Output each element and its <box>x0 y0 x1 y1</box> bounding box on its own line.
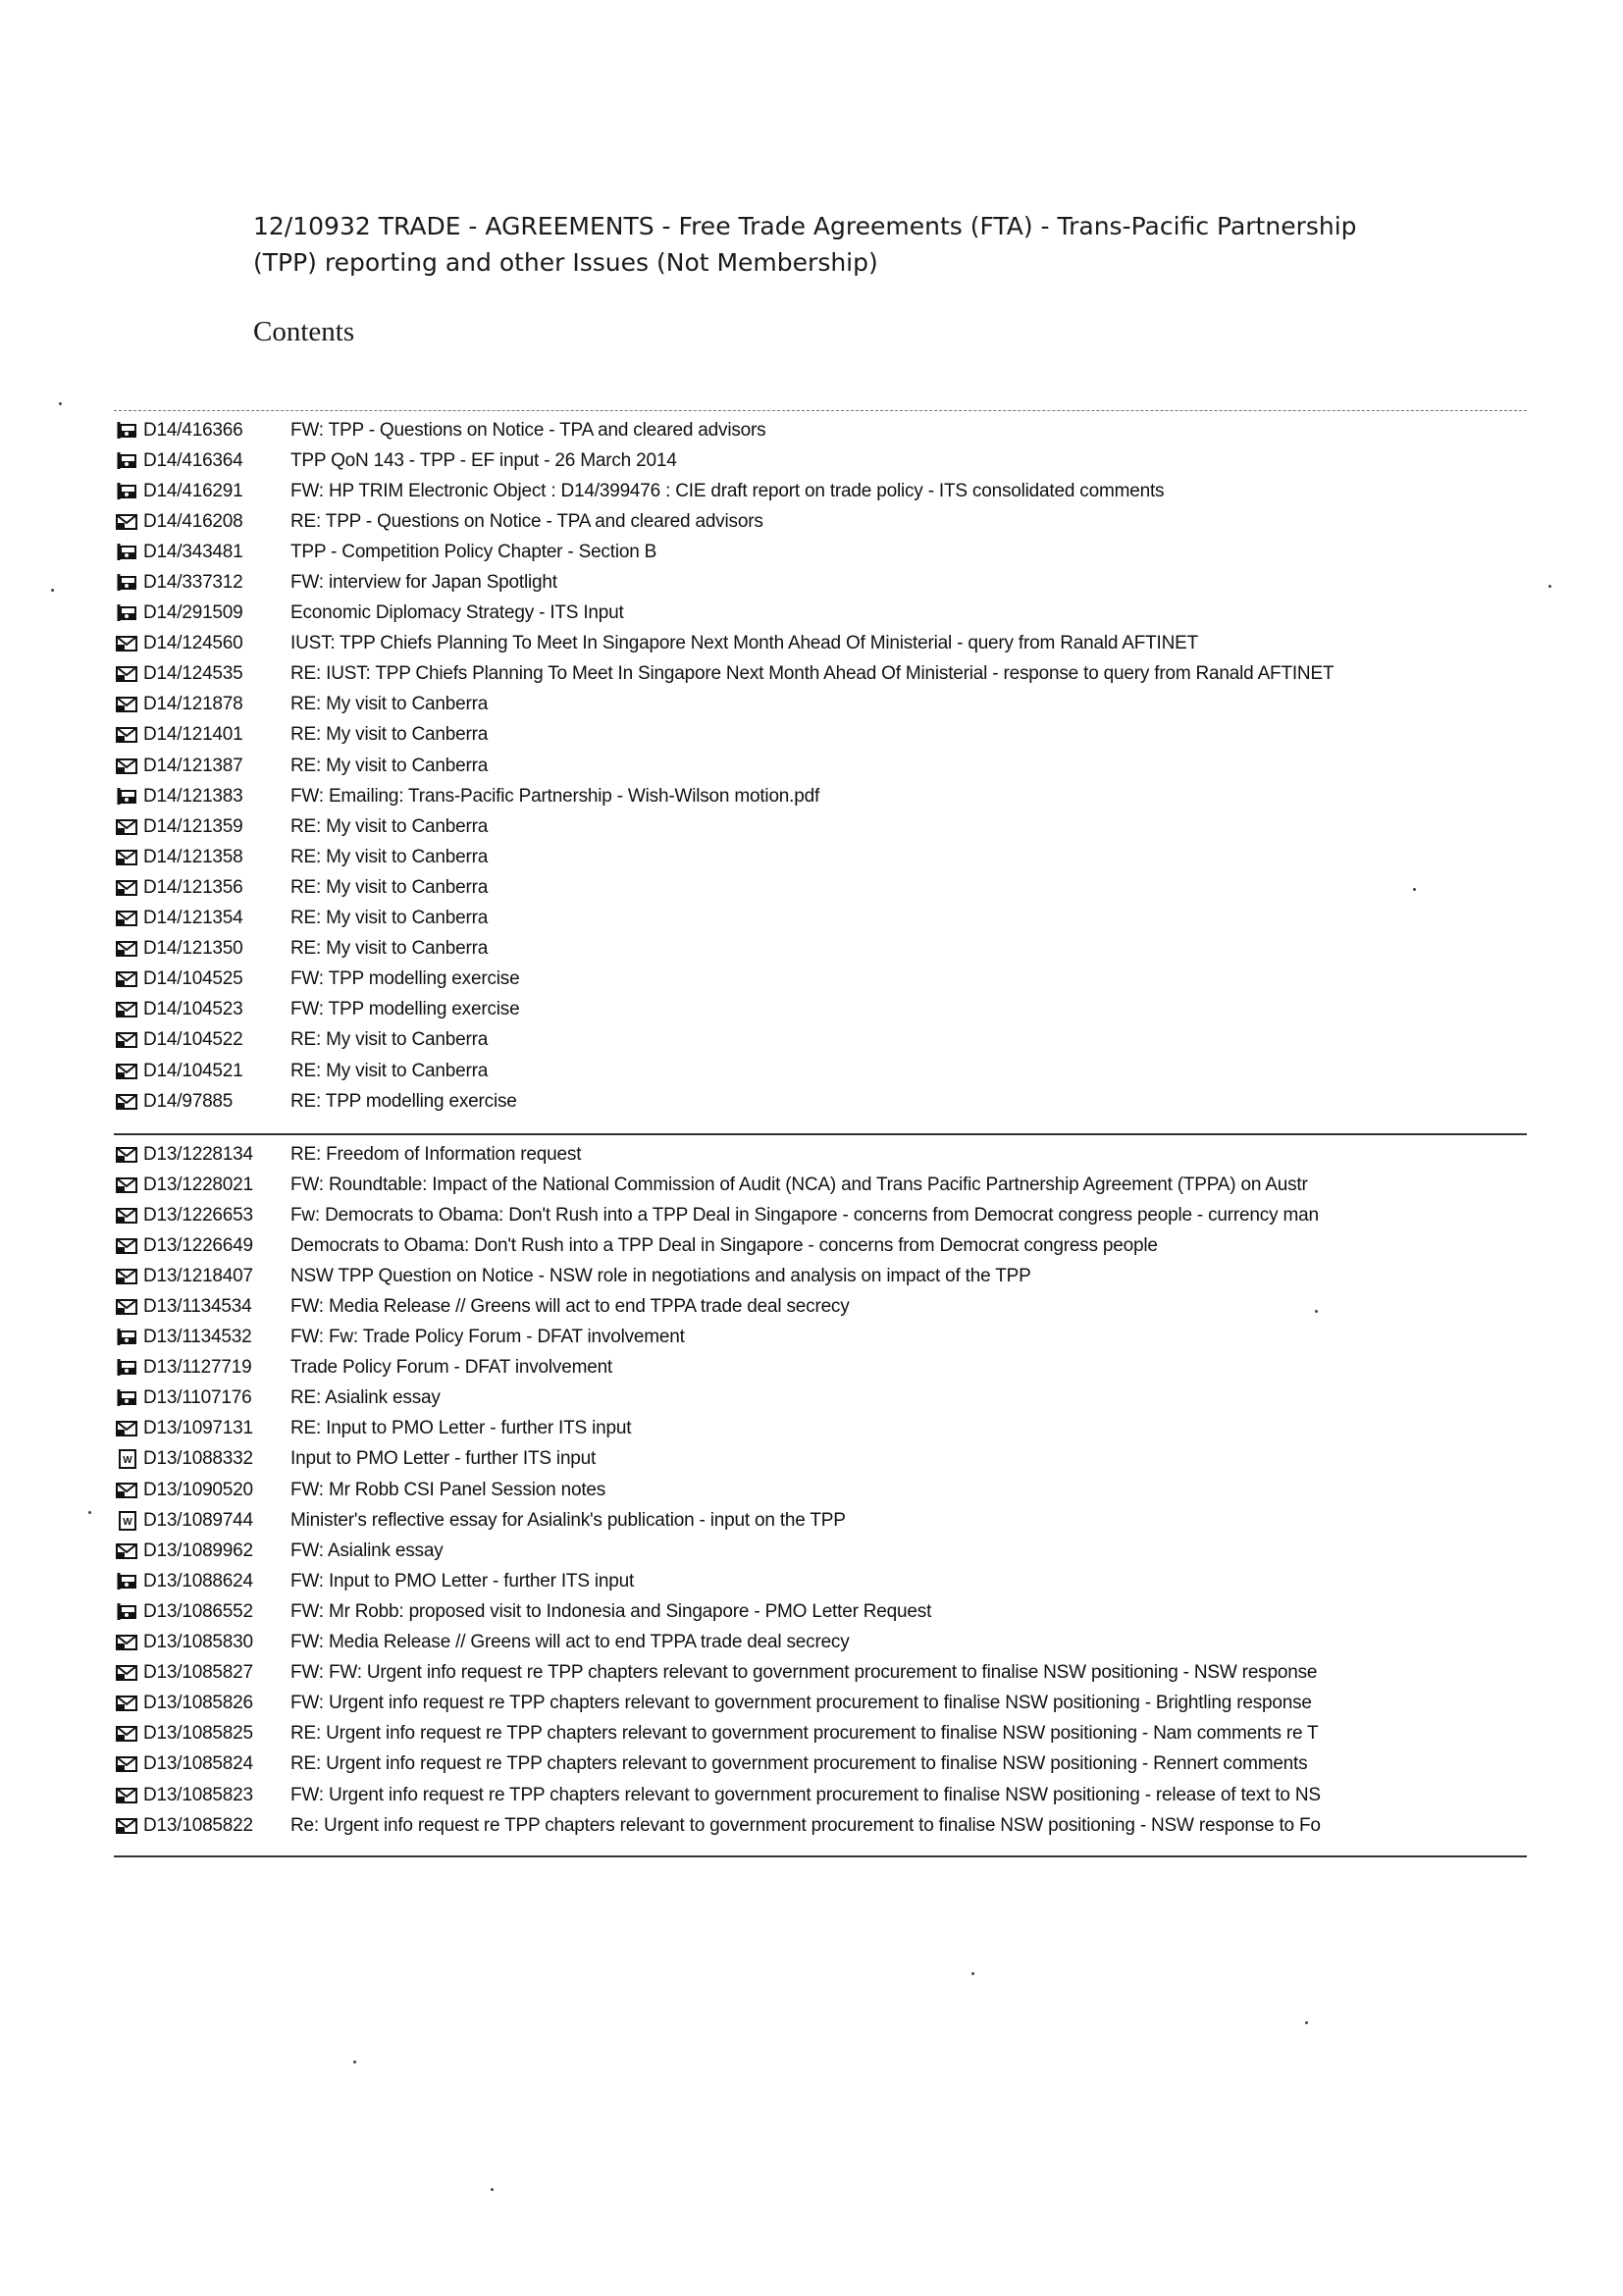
record-subject: RE: Asialink essay <box>290 1387 441 1409</box>
email-attachment-icon <box>114 1359 143 1377</box>
record-subject: FW: TPP modelling exercise <box>290 999 520 1020</box>
email-icon <box>114 1032 143 1048</box>
record-subject: FW: Media Release // Greens will act to end TPPA trade deal secrecy <box>290 1632 850 1653</box>
scan-speck <box>51 589 54 592</box>
record-id: D14/104525 <box>143 968 243 990</box>
email-attachment-icon <box>114 604 143 622</box>
record-id: D13/1228021 <box>143 1174 253 1195</box>
email-icon <box>114 758 143 774</box>
record-id: D14/121401 <box>143 724 243 746</box>
document-title-line-2: (TPP) reporting and other Issues (Not Membership) <box>253 248 878 277</box>
record-subject: RE: My visit to Canberra <box>290 694 489 715</box>
record-id: D13/1226649 <box>143 1234 253 1256</box>
record-subject: RE: My visit to Canberra <box>290 876 489 898</box>
email-icon <box>114 1002 143 1018</box>
scan-speck <box>59 402 62 405</box>
record-id: D14/104523 <box>143 999 243 1020</box>
record-row <box>114 1200 1527 1230</box>
email-icon <box>114 1094 143 1110</box>
email-icon <box>114 911 143 926</box>
record-subject: FW: Urgent info request re TPP chapters relevant to government procurement to finalise NSW positioning - release of text to NS <box>290 1784 1321 1805</box>
record-subject: RE: My visit to Canberra <box>290 724 489 746</box>
record-id: D13/1086552 <box>143 1600 253 1622</box>
record-row <box>114 934 1527 965</box>
email-icon <box>114 941 143 957</box>
record-subject: RE: My visit to Canberra <box>290 1060 489 1081</box>
record-subject: FW: HP TRIM Electronic Object : D14/399476 : CIE draft report on trade policy - ITS consolidated comments <box>290 480 1165 501</box>
record-subject: TPP QoN 143 - TPP - EF input - 26 March 2014 <box>290 449 677 471</box>
email-attachment-icon <box>114 1389 143 1407</box>
record-row <box>114 506 1527 537</box>
record-subject: Trade Policy Forum - DFAT involvement <box>290 1357 613 1379</box>
record-row <box>114 1689 1527 1719</box>
email-attachment-icon <box>114 1329 143 1346</box>
record-id: D14/124535 <box>143 663 243 685</box>
record-row <box>114 1505 1527 1536</box>
record-subject: Re: Urgent info request re TPP chapters relevant to government procurement to finalise NSW positioning - NSW response to Fo <box>290 1814 1321 1836</box>
record-row <box>114 1139 1527 1170</box>
record-subject: TPP - Competition Policy Chapter - Section B <box>290 541 657 562</box>
record-subject: RE: Urgent info request re TPP chapters relevant to government procurement to finalise NSW positioning - Rennert comments <box>290 1753 1308 1775</box>
email-icon <box>114 1635 143 1650</box>
record-id: D13/1228134 <box>143 1143 253 1165</box>
record-row <box>114 599 1527 629</box>
record-subject: FW: Media Release // Greens will act to end TPPA trade deal secrecy <box>290 1296 850 1318</box>
record-subject: FW: Mr Robb CSI Panel Session notes <box>290 1479 606 1500</box>
record-subject: Minister's reflective essay for Asialink's publication - input on the TPP <box>290 1509 846 1531</box>
record-row <box>114 1086 1527 1117</box>
email-icon <box>114 1299 143 1315</box>
record-subject: FW: Fw: Trade Policy Forum - DFAT involvement <box>290 1327 685 1348</box>
svg-text:W: W <box>123 1455 132 1467</box>
email-attachment-icon <box>114 483 143 500</box>
record-id: D13/1107176 <box>143 1387 252 1409</box>
record-subject: RE: Freedom of Information request <box>290 1143 582 1165</box>
record-row <box>114 1170 1527 1200</box>
end-divider <box>114 1855 1527 1857</box>
record-row <box>114 1261 1527 1291</box>
record-subject: RE: My visit to Canberra <box>290 755 489 776</box>
record-id: D14/97885 <box>143 1090 234 1112</box>
record-row <box>114 1025 1527 1056</box>
record-id: D13/1085822 <box>143 1814 253 1836</box>
record-row <box>114 690 1527 720</box>
email-icon <box>114 1696 143 1711</box>
contents-heading: Contents <box>253 316 355 347</box>
record-id: D14/124560 <box>143 633 243 654</box>
record-id: D14/121387 <box>143 755 243 776</box>
email-icon <box>114 1238 143 1254</box>
record-id: D13/1085824 <box>143 1753 253 1775</box>
record-id: D14/121383 <box>143 785 243 807</box>
record-row <box>114 1475 1527 1505</box>
record-subject: FW: TPP - Questions on Notice - TPA and cleared advisors <box>290 419 766 441</box>
record-subject: FW: interview for Japan Spotlight <box>290 572 557 594</box>
record-row <box>114 751 1527 781</box>
record-id: D14/291509 <box>143 602 243 624</box>
record-row <box>114 476 1527 506</box>
record-subject: FW: Asialink essay <box>290 1539 444 1561</box>
record-row <box>114 1383 1527 1414</box>
record-subject: FW: Urgent info request re TPP chapters relevant to government procurement to finalise NSW positioning - Brightling response <box>290 1693 1312 1714</box>
record-subject: FW: Roundtable: Impact of the National Commission of Audit (NCA) and Trans Pacific Partnership Agreement (TPPA) on Austr <box>290 1174 1308 1195</box>
record-id: D14/104521 <box>143 1060 243 1081</box>
email-icon <box>114 1421 143 1436</box>
email-icon <box>114 1665 143 1681</box>
record-subject: Economic Diplomacy Strategy - ITS Input <box>290 602 624 624</box>
record-subject: FW: TPP modelling exercise <box>290 968 520 990</box>
email-icon <box>114 1064 143 1079</box>
record-row <box>114 995 1527 1025</box>
scan-speck <box>1413 888 1416 891</box>
record-row <box>114 445 1527 476</box>
record-id: D13/1218407 <box>143 1265 253 1286</box>
record-row <box>114 1596 1527 1627</box>
email-attachment-icon <box>114 544 143 561</box>
record-subject: NSW TPP Question on Notice - NSW role in negotiations and analysis on impact of the TPP <box>290 1265 1031 1286</box>
record-subject: FW: FW: Urgent info request re TPP chapters relevant to government procurement to finalise NSW positioning - NSW response <box>290 1662 1318 1684</box>
record-row <box>114 720 1527 751</box>
email-icon <box>114 819 143 835</box>
email-attachment-icon <box>114 788 143 806</box>
email-attachment-icon <box>114 574 143 592</box>
record-row <box>114 659 1527 690</box>
record-subject: FW: Emailing: Trans-Pacific Partnership - Wish-Wilson motion.pdf <box>290 785 820 807</box>
record-row <box>114 415 1527 445</box>
record-id: D14/121358 <box>143 846 243 867</box>
record-subject: RE: Urgent info request re TPP chapters relevant to government procurement to finalise NSW positioning - Nam comments re T <box>290 1723 1319 1745</box>
record-id: D13/1088624 <box>143 1570 253 1592</box>
record-row <box>114 1566 1527 1596</box>
record-subject: Democrats to Obama: Don't Rush into a TPP Deal in Singapore - concerns from Democrat congress people <box>290 1234 1158 1256</box>
svg-text:W: W <box>123 1516 132 1528</box>
record-row <box>114 1056 1527 1086</box>
email-icon <box>114 1543 143 1559</box>
email-icon <box>114 1269 143 1284</box>
email-attachment-icon <box>114 452 143 470</box>
email-icon <box>114 1756 143 1772</box>
scan-speck <box>1548 585 1551 588</box>
record-id: D13/1089962 <box>143 1539 253 1561</box>
record-id: D13/1085825 <box>143 1723 253 1745</box>
record-id: D14/337312 <box>143 572 243 594</box>
scan-speck <box>971 1972 974 1975</box>
record-id: D13/1090520 <box>143 1479 253 1500</box>
record-row <box>114 1414 1527 1444</box>
email-icon <box>114 850 143 865</box>
record-row <box>114 872 1527 903</box>
record-row <box>114 1749 1527 1780</box>
record-row <box>114 965 1527 995</box>
record-row <box>114 811 1527 842</box>
record-id: D13/1097131 <box>143 1418 253 1439</box>
record-id: D13/1134532 <box>143 1327 252 1348</box>
record-subject: RE: My visit to Canberra <box>290 815 489 837</box>
records-section-2013 <box>114 1133 1527 1841</box>
email-attachment-icon <box>114 422 143 440</box>
record-row <box>114 781 1527 811</box>
record-row <box>114 1658 1527 1689</box>
record-subject: RE: My visit to Canberra <box>290 908 489 929</box>
record-row <box>114 1230 1527 1261</box>
record-id: D14/121356 <box>143 876 243 898</box>
email-icon <box>114 971 143 987</box>
records-section-2014 <box>114 410 1527 1117</box>
record-subject: RE: Input to PMO Letter - further ITS input <box>290 1418 632 1439</box>
email-icon <box>114 1818 143 1834</box>
record-row <box>114 1628 1527 1658</box>
email-icon <box>114 1147 143 1163</box>
record-id: D13/1085826 <box>143 1693 253 1714</box>
record-subject: RE: TPP modelling exercise <box>290 1090 517 1112</box>
record-row <box>114 1353 1527 1383</box>
record-subject: RE: My visit to Canberra <box>290 846 489 867</box>
record-id: D14/416291 <box>143 480 243 501</box>
record-row <box>114 842 1527 872</box>
scan-speck <box>1315 1310 1318 1313</box>
email-icon <box>114 697 143 712</box>
record-row <box>114 537 1527 567</box>
record-row <box>114 1444 1527 1475</box>
record-id: D14/416208 <box>143 510 243 532</box>
record-id: D13/1085827 <box>143 1662 253 1684</box>
record-id: D13/1089744 <box>143 1509 253 1531</box>
email-icon <box>114 1726 143 1742</box>
record-row <box>114 904 1527 934</box>
record-subject: Input to PMO Letter - further ITS input <box>290 1448 597 1470</box>
record-subject: IUST: TPP Chiefs Planning To Meet In Singapore Next Month Ahead Of Ministerial - query from Ranald AFTINET <box>290 633 1199 654</box>
email-icon <box>114 1177 143 1193</box>
scan-speck <box>88 1511 91 1514</box>
document-title-line-1: 12/10932 TRADE - AGREEMENTS - Free Trade Agreements (FTA) - Trans-Pacific Partnership <box>253 212 1357 240</box>
record-id: D13/1088332 <box>143 1448 253 1470</box>
record-row <box>114 567 1527 598</box>
record-subject: FW: Mr Robb: proposed visit to Indonesia and Singapore - PMO Letter Request <box>290 1600 932 1622</box>
record-id: D13/1127719 <box>143 1357 252 1379</box>
record-row <box>114 1323 1527 1353</box>
record-subject: Fw: Democrats to Obama: Don't Rush into a TPP Deal in Singapore - concerns from Democrat congress people - currency man <box>290 1204 1319 1226</box>
word-document-icon <box>114 1511 143 1531</box>
scan-speck <box>353 2061 356 2063</box>
record-row <box>114 1291 1527 1322</box>
scan-speck <box>491 2188 494 2191</box>
record-id: D14/104522 <box>143 1029 243 1051</box>
record-id: D13/1085823 <box>143 1784 253 1805</box>
document-title <box>253 208 1411 281</box>
email-icon <box>114 1788 143 1803</box>
email-icon <box>114 514 143 530</box>
email-icon <box>114 1208 143 1224</box>
email-icon <box>114 666 143 682</box>
record-id: D14/343481 <box>143 541 243 562</box>
record-row <box>114 629 1527 659</box>
email-attachment-icon <box>114 1603 143 1621</box>
record-id: D13/1134534 <box>143 1296 252 1318</box>
record-id: D14/416364 <box>143 449 243 471</box>
record-row <box>114 1780 1527 1810</box>
record-id: D13/1085830 <box>143 1632 253 1653</box>
record-id: D14/121359 <box>143 815 243 837</box>
email-icon <box>114 636 143 652</box>
email-icon <box>114 1483 143 1498</box>
record-subject: RE: My visit to Canberra <box>290 938 489 960</box>
record-id: D13/1226653 <box>143 1204 253 1226</box>
record-row <box>114 1810 1527 1841</box>
record-row <box>114 1536 1527 1566</box>
email-attachment-icon <box>114 1573 143 1591</box>
record-id: D14/121350 <box>143 938 243 960</box>
email-icon <box>114 880 143 896</box>
scan-speck <box>1305 2021 1308 2024</box>
record-subject: RE: TPP - Questions on Notice - TPA and cleared advisors <box>290 510 763 532</box>
record-id: D14/121878 <box>143 694 243 715</box>
record-subject: FW: Input to PMO Letter - further ITS input <box>290 1570 635 1592</box>
record-id: D14/121354 <box>143 908 243 929</box>
record-subject: RE: IUST: TPP Chiefs Planning To Meet In Singapore Next Month Ahead Of Ministerial - response to query from Ranald AFTINET <box>290 663 1335 685</box>
word-document-icon <box>114 1449 143 1469</box>
record-row <box>114 1719 1527 1749</box>
record-subject: RE: My visit to Canberra <box>290 1029 489 1051</box>
record-id: D14/416366 <box>143 419 243 441</box>
email-icon <box>114 727 143 743</box>
